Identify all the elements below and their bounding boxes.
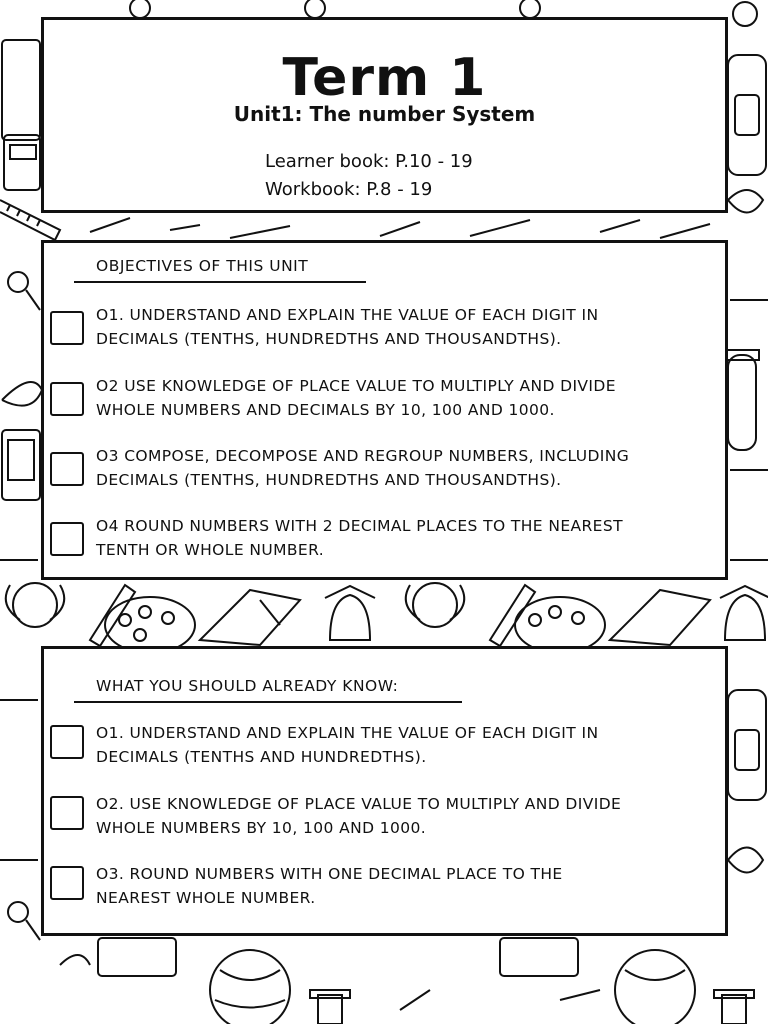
term-title: Term 1 (282, 48, 487, 108)
checkbox[interactable] (50, 522, 84, 556)
learner-book-pages: Learner book: P.10 - 19 (265, 151, 473, 172)
header-panel (41, 17, 728, 213)
checkbox[interactable] (50, 796, 84, 830)
prior-knowledge-text: O3. ROUND NUMBERS WITH ONE DECIMAL PLACE TO THE NEAREST WHOLE NUMBER. (96, 865, 563, 907)
prior-knowledge-text: O2. USE KNOWLEDGE OF PLACE VALUE TO MULTIPLY AND DIVIDE WHOLE NUMBERS BY 10, 100 AND 1000. (96, 795, 622, 837)
checkbox[interactable] (50, 382, 84, 416)
objective-text: O2 USE KNOWLEDGE OF PLACE VALUE TO MULTIPLY AND DIVIDE WHOLE NUMBERS AND DECIMALS BY 10, 100 AND 1000. (96, 377, 616, 419)
bell-icon (325, 586, 768, 640)
workbook-pages: Workbook: P.8 - 19 (265, 179, 433, 200)
prior-knowledge-panel (41, 646, 728, 936)
paint-palette-icon (105, 597, 605, 653)
objective-text: O3 COMPOSE, DECOMPOSE AND REGROUP NUMBERS, INCLUDING DECIMALS (TENTHS, HUNDREDTHS AND THOUSANDTHS). (96, 447, 630, 489)
calculator-icon (2, 430, 40, 500)
unit-title: Unit1: The number System (233, 102, 536, 126)
objective-text: O1. UNDERSTAND AND EXPLAIN THE VALUE OF EACH DIGIT IN DECIMALS (TENTHS, HUNDREDTHS AND THOUSANDTHS). (96, 306, 599, 348)
heading-underline (74, 281, 366, 283)
test-tube-icon (725, 350, 759, 450)
checkbox[interactable] (50, 866, 84, 900)
objective-text: O4 ROUND NUMBERS WITH 2 DECIMAL PLACES TO THE NEAREST TENTH OR WHOLE NUMBER. (96, 517, 623, 559)
book-icon (98, 938, 578, 976)
prior-knowledge-heading: WHAT YOU SHOULD ALREADY KNOW: (96, 677, 399, 695)
backpack-icon (728, 55, 766, 800)
pencil-icon (90, 585, 535, 646)
objectives-heading: OBJECTIVES OF THIS UNIT (96, 257, 309, 275)
laptop-icon (2, 40, 40, 190)
heading-underline (74, 701, 462, 703)
globe-icon (210, 950, 695, 1024)
checkbox[interactable] (50, 452, 84, 486)
objectives-panel (41, 240, 728, 580)
checkbox[interactable] (50, 725, 84, 759)
checkbox[interactable] (50, 311, 84, 345)
flask-icon (310, 990, 754, 1024)
book-references (265, 148, 473, 204)
prior-knowledge-text: O1. UNDERSTAND AND EXPLAIN THE VALUE OF EACH DIGIT IN DECIMALS (TENTHS AND HUNDREDTHS). (96, 724, 599, 766)
